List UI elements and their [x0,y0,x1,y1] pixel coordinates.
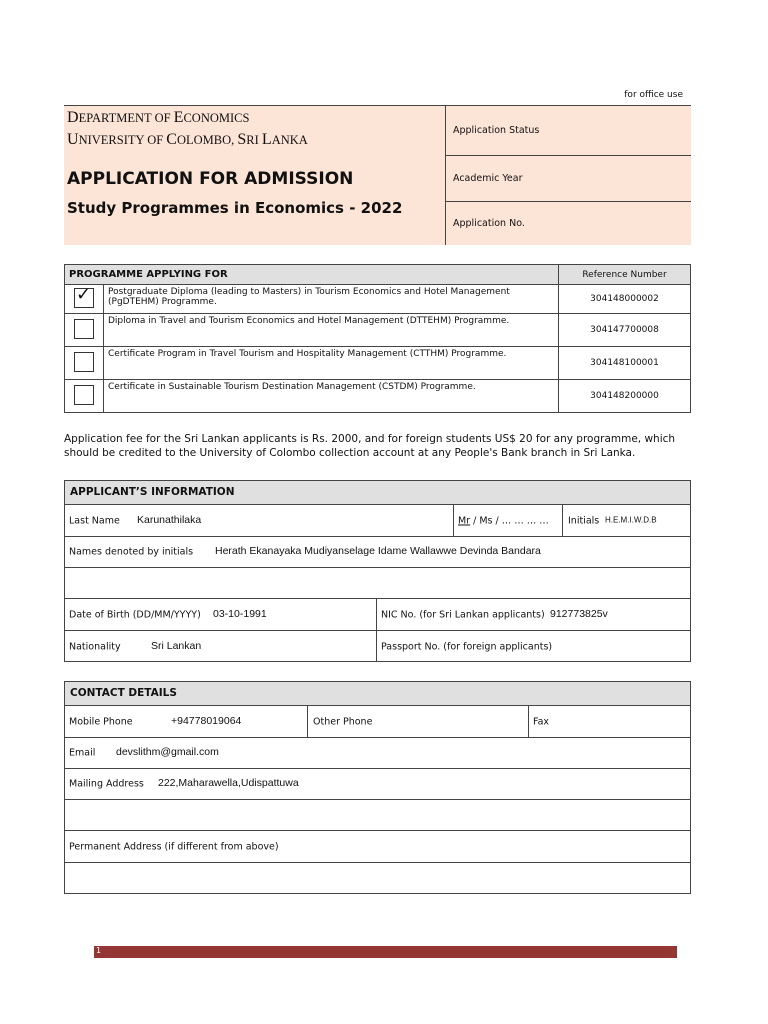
programme-row [65,285,691,314]
office-use-strip [64,87,691,106]
form-title: APPLICATION FOR ADMISSION [67,169,354,189]
university-name: UNIVERSITY OF COLOMBO, SRI LANKA [67,131,308,148]
programme-checkbox[interactable] [74,385,94,405]
check-icon: ✓ [76,283,92,305]
salutation-field[interactable]: Mr / Ms / … … … … [458,515,549,526]
names-continuation-line[interactable] [65,568,690,599]
email-value[interactable]: devslithm@gmail.com [116,745,219,758]
reference-number: 304148100001 [559,347,691,380]
reference-header: Reference Number [559,265,691,285]
reference-number: 304148000002 [559,285,691,314]
programme-header: PROGRAMME APPLYING FOR [65,265,559,285]
programme-table [64,264,691,413]
dob-label: Date of Birth (DD/MM/YYYY) [69,609,201,620]
form-subtitle: Study Programmes in Economics - 2022 [67,199,403,217]
programme-row [65,380,691,413]
programme-name: Postgraduate Diploma (leading to Masters) in Tourism Economics and Hotel Management (PgDTEHM) Programme. [104,285,559,314]
application-status-field[interactable]: Application Status [446,106,691,156]
fax-label: Fax [533,716,550,727]
office-use-label: for office use [624,90,683,100]
fee-note: Application fee for the Sri Lankan applicants is Rs. 2000, and for foreign students US$ 20 for any programme, which should be credited to the University of Colombo collection account at any People's Bank branch in Sri Lanka. [64,433,676,459]
programme-name: Certificate Program in Travel Tourism and Hospitality Management (CTTHM) Programme. [104,347,559,380]
department-name: DEPARTMENT OF ECONOMICS [67,109,250,126]
other-phone-label: Other Phone [313,716,373,727]
last-name-value[interactable]: Karunathilaka [137,513,202,526]
nationality-label: Nationality [69,641,121,652]
mailing-address-value[interactable]: 222,Maharawella,Udispattuwa [158,776,299,789]
nic-value[interactable]: 912773825v [550,607,608,620]
mobile-label: Mobile Phone [69,716,133,727]
names-initials-value[interactable]: Herath Ekanayaka Mudiyanselage Idame Wallawwe Devinda Bandara [215,544,541,557]
reference-number: 304147700008 [559,314,691,347]
programme-checkbox[interactable] [74,352,94,372]
dob-value[interactable]: 03-10-1991 [213,607,267,620]
contact-section [64,681,691,894]
mailing-address-continuation[interactable] [65,800,690,831]
programme-checkbox[interactable] [74,319,94,339]
initials-label: Initials [568,515,600,526]
page-number: 1 [96,946,102,955]
programme-row [65,347,691,380]
nationality-value[interactable]: Sri Lankan [151,639,202,652]
last-name-label: Last Name [69,515,120,526]
names-initials-label: Names denoted by initials [69,546,194,558]
applicant-section [64,480,691,662]
academic-year-field[interactable]: Academic Year [446,156,691,202]
email-label: Email [69,747,96,759]
contact-section-title: CONTACT DETAILS [65,682,690,706]
application-no-field[interactable]: Application No. [446,202,691,245]
programme-checkbox[interactable] [74,283,94,308]
permanent-address-label: Permanent Address (if different from above) [69,841,279,852]
header-title-panel [64,106,446,245]
permanent-address-field[interactable] [65,863,690,894]
programme-name: Certificate in Sustainable Tourism Destination Management (CSTDM) Programme. [104,380,559,413]
mailing-address-label: Mailing Address [69,778,144,790]
mobile-value[interactable]: +94778019064 [171,714,242,727]
programme-name: Diploma in Travel and Tourism Economics and Hotel Management (DTTEHM) Programme. [104,314,559,347]
programme-row [65,314,691,347]
passport-label: Passport No. (for foreign applicants) [381,641,553,652]
nic-label: NIC No. (for Sri Lankan applicants) [381,609,545,620]
footer-bar [94,946,677,958]
initials-value[interactable]: H.E.M.I.W.D.B [605,515,657,525]
reference-number: 304148200000 [559,380,691,413]
applicant-section-title: APPLICANT’S INFORMATION [65,481,690,505]
